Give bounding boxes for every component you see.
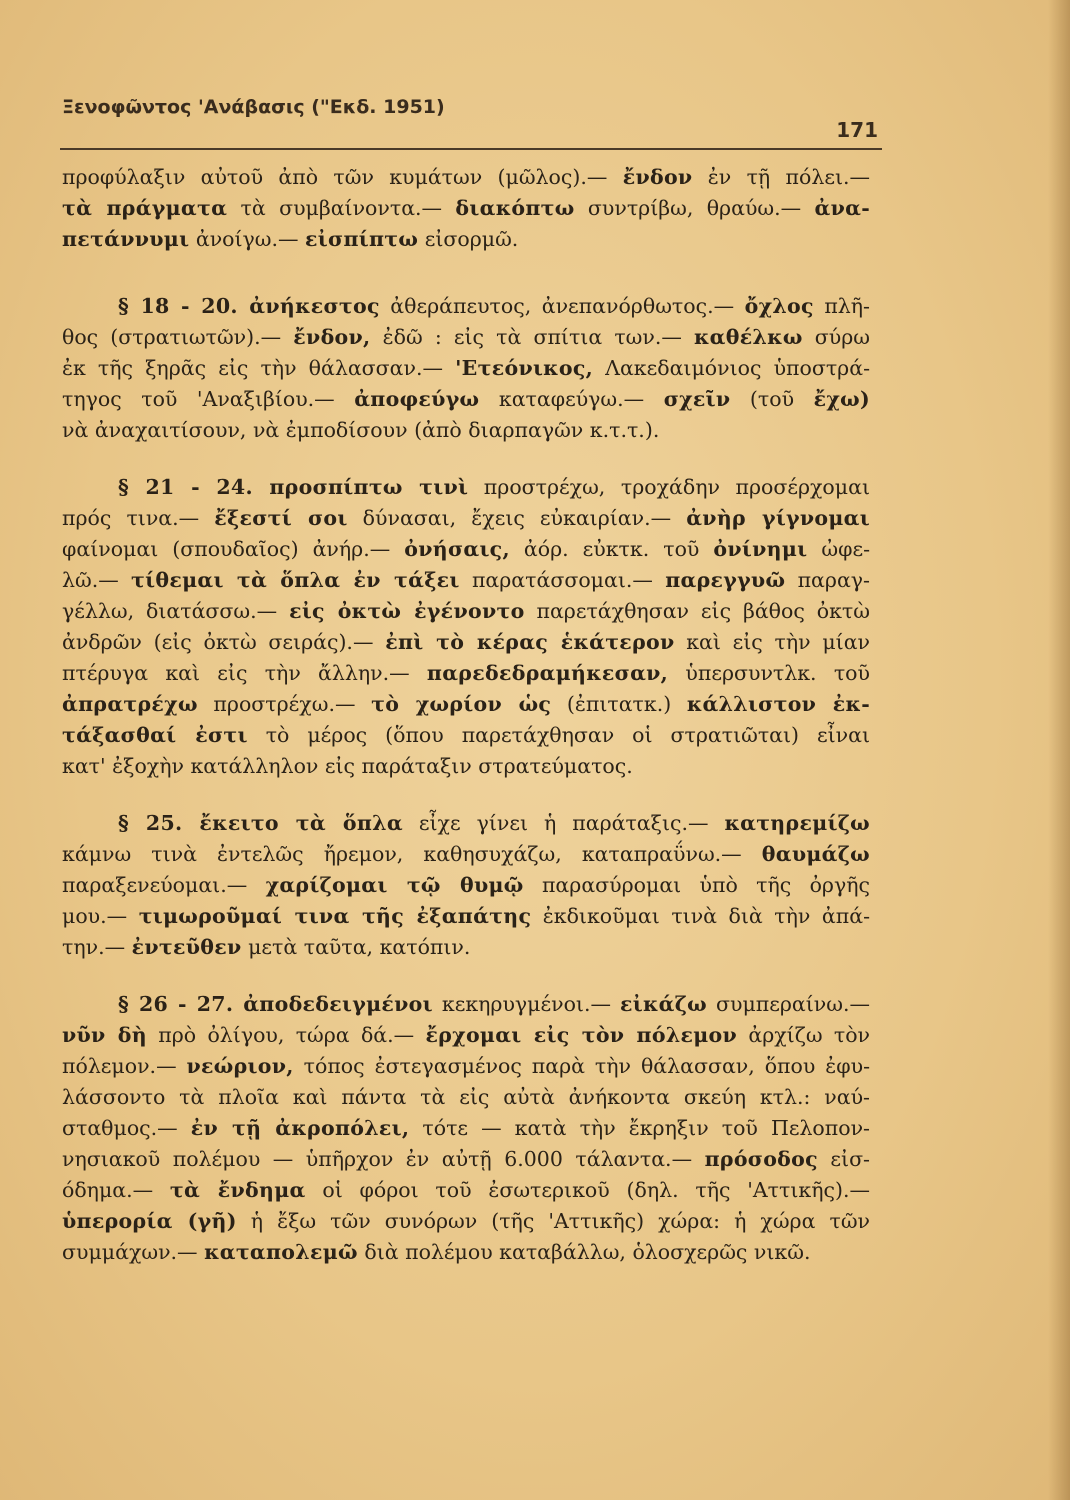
page-number: 171 xyxy=(836,118,878,142)
gloss-text: γέλλω, διατάσσω.— xyxy=(62,599,290,623)
gloss-text: ἀνδρῶν (εἰς ὀκτὼ σειράς).— xyxy=(62,630,386,654)
text-line xyxy=(62,627,870,658)
gloss-text: εἰσ- xyxy=(817,1147,870,1171)
paragraph-section-18-20 xyxy=(62,291,870,446)
headword: θαυμάζω xyxy=(761,842,870,866)
gloss-text: λάσσοντο τὰ πλοῖα καὶ πάντα τὰ εἰς αὐτὰ ἀνήκοντα σκεύη κτλ.: ναύ- xyxy=(62,1085,870,1109)
header-rule xyxy=(60,148,882,150)
headword: εἰκάζω xyxy=(620,992,707,1016)
gloss-text: ἀρχίζω τὸν xyxy=(737,1023,870,1047)
headword: ἐντεῦθεν xyxy=(131,935,242,959)
headword: ἀποδεδειγμένοι xyxy=(243,992,433,1016)
gloss-text: Λακεδαιμόνιος ὑποστρά- xyxy=(593,356,870,380)
gloss-text: ἀθεράπευτος, ἀνεπανόρθωτος.— xyxy=(379,294,745,318)
text-line xyxy=(62,1082,870,1113)
gloss-text: οἱ φόροι τοῦ ἐσωτερικοῦ (δηλ. τῆς 'Αττικῆς).— xyxy=(305,1178,870,1202)
gloss-text: τότε — κατὰ τὴν ἔκρηξιν τοῦ Πελοπον- xyxy=(409,1116,870,1140)
gloss-text: ἀνοίγω.— xyxy=(189,227,306,251)
headword: ἀνήκεστος xyxy=(249,294,380,318)
headword: καταπολεμῶ xyxy=(204,1240,358,1264)
headword: τὰ πράγματα xyxy=(62,196,228,220)
gloss-text: πρὸ ὀλίγου, τώρα δά.— xyxy=(146,1023,426,1047)
headword: εἰσπίπτω xyxy=(305,227,419,251)
gloss-text: ὑπερσυντλκ. τοῦ xyxy=(668,661,870,685)
running-header: Ξενοφῶντος 'Ανάβασις ("Εκδ. 1951) xyxy=(62,96,445,118)
paragraph-continuation xyxy=(62,162,870,255)
gloss-text: παρασύρομαι ὑπὸ τῆς ὀργῆς xyxy=(523,873,870,897)
gloss-text: συμπεραίνω.— xyxy=(706,992,870,1016)
text-line xyxy=(62,534,870,565)
gloss-text: ἀόρ. εὐκτκ. τοῦ xyxy=(509,537,714,561)
gloss-text: κεκηρυγμένοι.— xyxy=(432,992,620,1016)
paragraph-section-25 xyxy=(62,808,870,963)
text-line xyxy=(62,808,870,839)
headword: τὰ ἔνδημα xyxy=(169,1178,306,1202)
text-line xyxy=(62,291,870,322)
headword: ἔνδον, xyxy=(293,325,371,349)
gloss-text: όδημα.— xyxy=(62,1178,170,1202)
text-line xyxy=(62,720,870,751)
paragraph-section-21-24 xyxy=(62,472,870,782)
text-line xyxy=(62,162,870,193)
gloss-text: κάμνω τινὰ ἐντελῶς ἤρεμον, καθησυχάζω, καταπραΰνω.— xyxy=(62,842,762,866)
gloss-text: σταθμος.— xyxy=(62,1116,191,1140)
gloss-text: καταφεύγω.— xyxy=(479,387,664,411)
text-line xyxy=(62,901,870,932)
text-line xyxy=(62,932,870,963)
text-line xyxy=(62,353,870,384)
headword: τάξασθαί ἐστι xyxy=(62,723,248,747)
gloss-text: φαίνομαι (σπουδαῖος) ἀνήρ.— xyxy=(62,537,405,561)
gloss-text: ἐκδικοῦμαι τινὰ διὰ τὴν ἀπά- xyxy=(531,904,870,928)
headword: ἀνὴρ γίγνομαι xyxy=(686,506,870,530)
gloss-text: παρετάχθησαν εἰς βάθος ὀκτὼ xyxy=(524,599,870,623)
text-line xyxy=(62,689,870,720)
text-line xyxy=(62,415,870,446)
headword: προσπίπτω τινὶ xyxy=(269,475,469,499)
gloss-text: πτέρυγα καὶ εἰς τὴν ἄλλην.— xyxy=(62,661,427,685)
gloss-text: προστρέχω.— xyxy=(197,692,372,716)
headword: διακόπτω xyxy=(455,196,575,220)
gloss-text: νὰ ἀναχαιτίσουν, νὰ ἐμποδίσουν (ἀπὸ διαρπαγῶν κ.τ.τ.). xyxy=(62,418,660,442)
gloss-text: εἰσορμῶ. xyxy=(418,227,519,251)
headword: ἐν τῇ ἀκροπόλει, xyxy=(190,1116,410,1140)
gloss-text: πόλεμον.— xyxy=(62,1054,187,1078)
headword: § 18 - 20. xyxy=(118,294,250,318)
gloss-text: πλῆ- xyxy=(813,294,870,318)
text-line xyxy=(62,384,870,415)
headword: χαρίζομαι τῷ θυμῷ xyxy=(265,873,524,897)
text-line xyxy=(62,193,870,224)
paragraph-section-26-27 xyxy=(62,989,870,1268)
headword: § 21 - 24. xyxy=(118,475,270,499)
headword: τὸ χωρίον ὡς xyxy=(371,692,552,716)
headword: εἰς ὀκτὼ ἐγένοντο xyxy=(289,599,525,623)
gloss-text: (τοῦ xyxy=(730,387,814,411)
gloss-text: σύρω xyxy=(802,325,870,349)
gloss-text: συμμάχων.— xyxy=(62,1240,205,1264)
text-line xyxy=(62,472,870,503)
headword: παρεγγυῶ xyxy=(665,568,786,592)
gloss-text: τόπος ἐστεγασμένος παρὰ τὴν θάλασσαν, ὅπου ἐφυ- xyxy=(293,1054,871,1078)
gloss-text: ἐκ τῆς ξηρᾶς εἰς τὴν θάλασσαν.— xyxy=(62,356,456,380)
headword: ἔξεστί σοι xyxy=(214,506,348,530)
gloss-text: μου.— xyxy=(62,904,139,928)
text-line xyxy=(62,503,870,534)
text-line xyxy=(62,751,870,782)
headword: ἔρχομαι εἰς τὸν πόλεμον xyxy=(425,1023,738,1047)
gloss-text: τηγος τοῦ 'Αναξιβίου.— xyxy=(62,387,355,411)
headword: κάλλιστον ἐκ- xyxy=(686,692,870,716)
headword: ἔκειτο τὰ ὅπλα xyxy=(199,811,403,835)
headword: ὀνήσαις, xyxy=(404,537,510,561)
text-line xyxy=(62,565,870,596)
gloss-text: προστρέχω, τροχάδην προσέρχομαι xyxy=(468,475,870,499)
headword: ὄχλος xyxy=(744,294,814,318)
page-body xyxy=(62,162,870,1294)
headword: ὑπερορία (γῆ) xyxy=(62,1209,237,1233)
headword: ἀποφεύγω xyxy=(354,387,480,411)
gloss-text: παρατάσσομαι.— xyxy=(459,568,666,592)
headword: ἀπρατρέχω xyxy=(62,692,198,716)
headword: παρεδεδραμήκεσαν, xyxy=(426,661,669,685)
gloss-text: κατ' ἐξοχὴν κατάλληλον εἰς παράταξιν στρατεύματος. xyxy=(62,754,633,778)
gloss-text: ἐδῶ : εἰς τὰ σπίτια των.— xyxy=(370,325,694,349)
headword: 'Ετεόνικος, xyxy=(455,356,594,380)
text-line xyxy=(62,989,870,1020)
headword: ἔχω) xyxy=(813,387,870,411)
gloss-text: ὠφε- xyxy=(807,537,871,561)
headword: ὀνίνημι xyxy=(713,537,808,561)
text-line xyxy=(62,1237,870,1268)
headword: § 25. xyxy=(118,811,200,835)
gloss-text: τὰ συμβαίνοντα.— xyxy=(227,196,456,220)
text-line xyxy=(62,224,870,255)
gloss-text: εἶχε γίνει ἡ παράταξις.— xyxy=(402,811,725,835)
gloss-text: μετὰ ταῦτα, κατόπιν. xyxy=(241,935,471,959)
headword: τιμωροῦμαί τινα τῆς ἐξαπάτης xyxy=(138,904,532,928)
text-line xyxy=(62,1144,870,1175)
headword: νεώριον, xyxy=(186,1054,294,1078)
gloss-text: πρός τινα.— xyxy=(62,506,215,530)
gloss-text: συντρίβω, θραύω.— xyxy=(574,196,815,220)
gloss-text: δύνασαι, ἔχεις εὐκαιρίαν.— xyxy=(347,506,687,530)
gloss-text: (ἐπιτατκ.) xyxy=(551,692,687,716)
gloss-text: ἐν τῇ πόλει.— xyxy=(692,165,870,189)
headword: νῦν δὴ xyxy=(62,1023,147,1047)
gloss-text: διὰ πολέμου καταβάλλω, ὁλοσχερῶς νικῶ. xyxy=(357,1240,811,1264)
gloss-text: προφύλαξιν αὐτοῦ ἀπὸ τῶν κυμάτων (μῶλος).— xyxy=(62,165,623,189)
gloss-text: νησιακοῦ πολέμου — ὑπῆρχον ἐν αὐτῇ 6.000 τάλαντα.— xyxy=(62,1147,705,1171)
page-edge-shadow xyxy=(1048,0,1070,1500)
gloss-text: παραξενεύομαι.— xyxy=(62,873,266,897)
headword: ἀνα- xyxy=(814,196,870,220)
headword: πετάννυμι xyxy=(62,227,190,251)
text-line xyxy=(62,1051,870,1082)
text-line xyxy=(62,322,870,353)
gloss-text: λῶ.— xyxy=(62,568,132,592)
headword: ἔνδον xyxy=(622,165,693,189)
text-line xyxy=(62,870,870,901)
headword: τίθεμαι τὰ ὅπλα ἐν τάξει xyxy=(131,568,460,592)
text-line xyxy=(62,839,870,870)
text-line xyxy=(62,1206,870,1237)
headword: καθέλκω xyxy=(694,325,803,349)
headword: σχεῖν xyxy=(663,387,731,411)
gloss-text: ἡ ἔξω τῶν συνόρων (τῆς 'Αττικῆς) χώρα: ἡ χώρα τῶν xyxy=(236,1209,871,1233)
gloss-text: τὸ μέρος (ὅπου παρετάχθησαν οἱ στρατιῶται) εἶναι xyxy=(247,723,871,747)
text-line xyxy=(62,596,870,627)
gloss-text: παραγ- xyxy=(785,568,870,592)
gloss-text: θος (στρατιωτῶν).— xyxy=(62,325,294,349)
headword: πρόσοδος xyxy=(704,1147,818,1171)
text-line xyxy=(62,1113,870,1144)
text-line xyxy=(62,1175,870,1206)
headword: ἐπὶ τὸ κέρας ἑκάτερον xyxy=(385,630,675,654)
headword: κατηρεμίζω xyxy=(724,811,870,835)
text-line xyxy=(62,1020,870,1051)
headword: § 26 - 27. xyxy=(118,992,244,1016)
gloss-text: καὶ εἰς τὴν μίαν xyxy=(674,630,870,654)
gloss-text: την.— xyxy=(62,935,132,959)
text-line xyxy=(62,658,870,689)
